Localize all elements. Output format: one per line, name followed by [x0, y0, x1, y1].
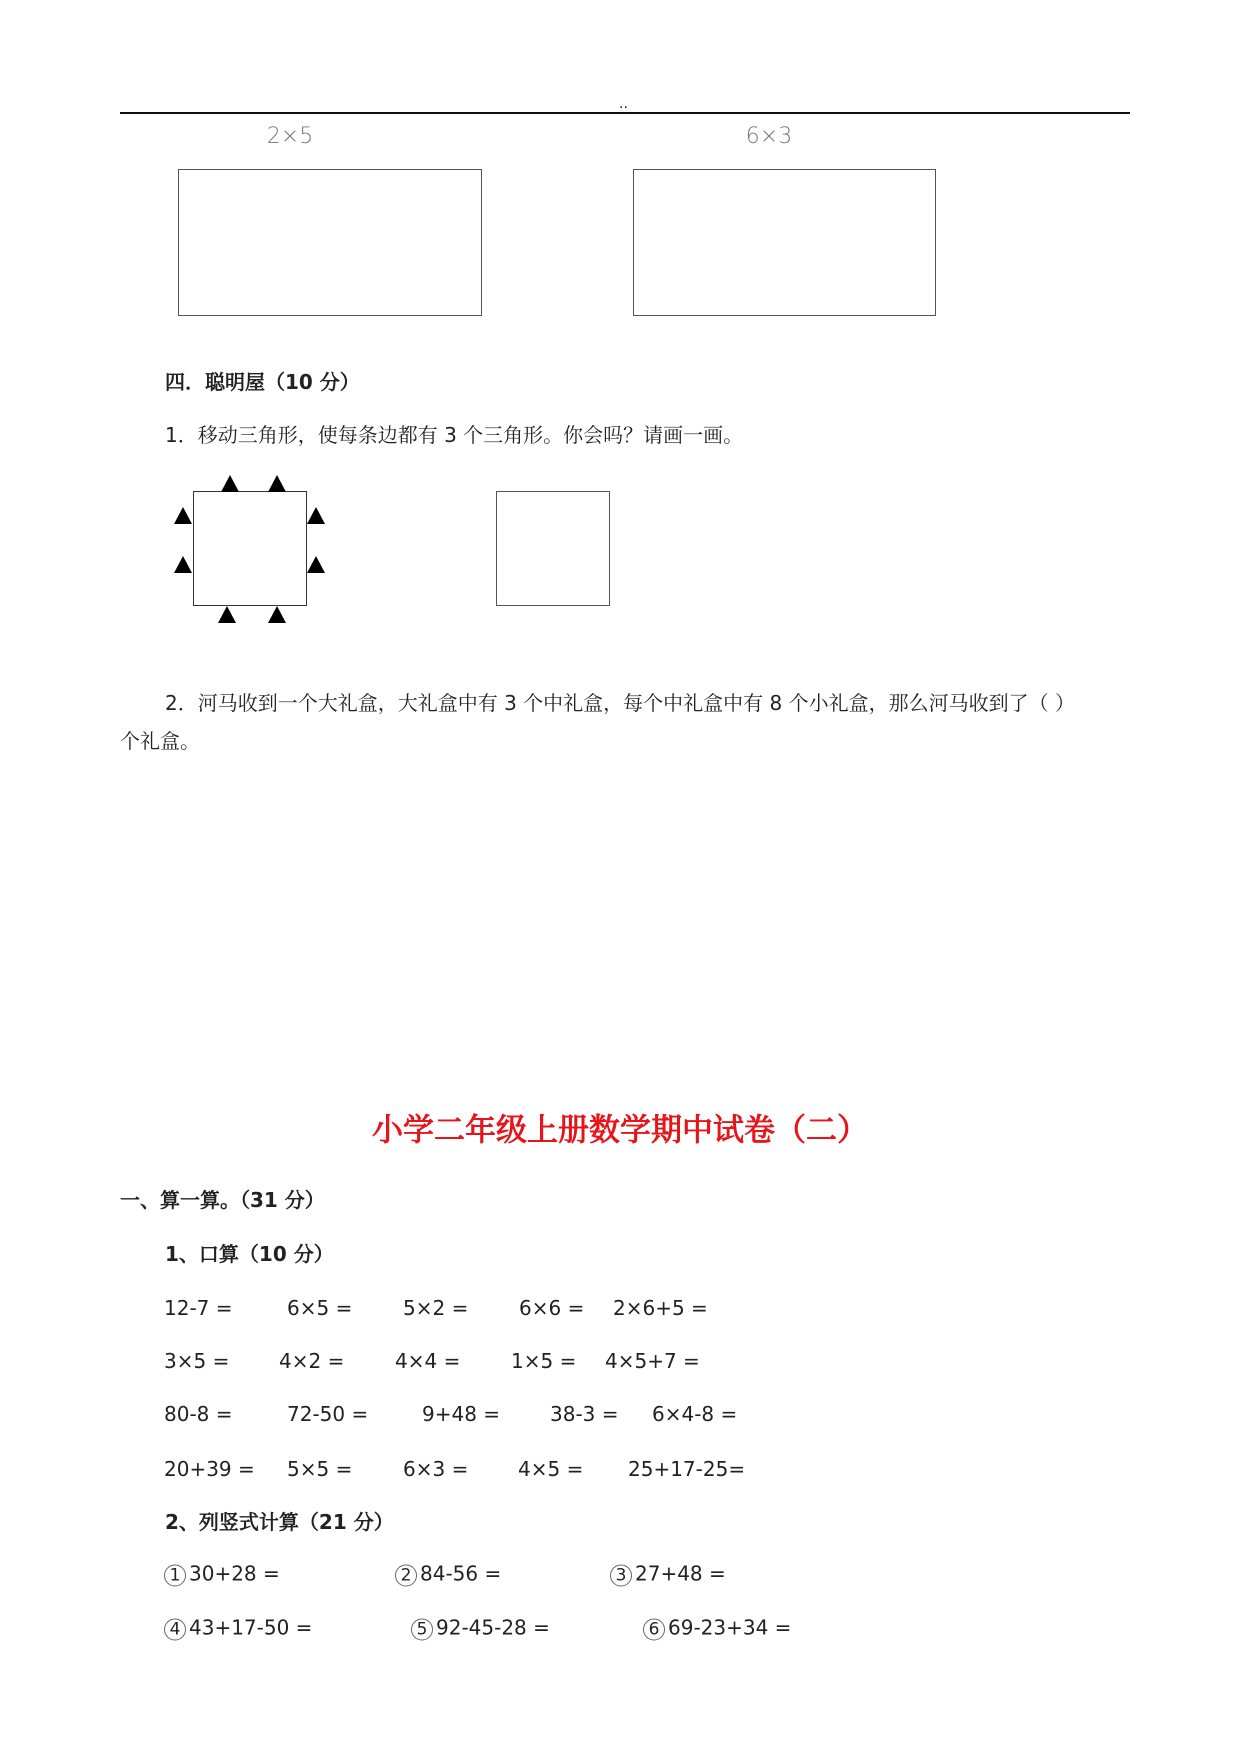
oral-item: 80-8 = — [164, 1402, 233, 1426]
triangle-icon — [218, 606, 236, 623]
circled-number: 4 — [164, 1619, 186, 1641]
circled-number: 2 — [395, 1565, 417, 1587]
circled-number: 5 — [411, 1619, 433, 1641]
triangle-icon — [307, 507, 325, 524]
header-mark: .. — [619, 96, 628, 112]
triangle-icon — [307, 556, 325, 573]
oral-item: 4×4 = — [395, 1349, 461, 1373]
oral-item: 25+17-25= — [628, 1457, 746, 1481]
triangle-icon — [221, 475, 239, 492]
rect-label-1: 2×5 — [266, 124, 314, 149]
vertical-expr: 84-56 = — [420, 1561, 502, 1586]
vertical-item — [164, 1561, 280, 1587]
oral-item: 3×5 = — [164, 1349, 230, 1373]
oral-item: 72-50 = — [287, 1402, 369, 1426]
vertical-item — [411, 1615, 550, 1641]
exam-title: 小学二年级上册数学期中试卷（二） — [372, 1112, 868, 1149]
oral-item: 9+48 = — [422, 1402, 501, 1426]
oral-item: 6×6 = — [519, 1296, 585, 1320]
oral-item: 12-7 = — [164, 1296, 233, 1320]
oral-item: 5×2 = — [403, 1296, 469, 1320]
oral-item: 6×5 = — [287, 1296, 353, 1320]
oral-item: 4×5 = — [518, 1457, 584, 1481]
empty-square — [496, 491, 610, 606]
oral-item: 38-3 = — [550, 1402, 619, 1426]
drawing-box-2 — [633, 169, 936, 316]
vertical-item — [395, 1561, 502, 1587]
oral-heading: 1、口算（10 分） — [165, 1242, 334, 1266]
oral-item: 6×4-8 = — [652, 1402, 738, 1426]
triangle-icon — [174, 556, 192, 573]
vertical-heading: 2、列竖式计算（21 分） — [165, 1510, 394, 1534]
oral-item: 20+39 = — [164, 1457, 255, 1481]
oral-item: 5×5 = — [287, 1457, 353, 1481]
circled-number: 6 — [643, 1619, 665, 1641]
vertical-expr: 27+48 = — [635, 1561, 726, 1586]
vertical-item — [643, 1615, 792, 1641]
oral-item: 1×5 = — [511, 1349, 577, 1373]
vertical-item — [164, 1615, 313, 1641]
triangle-icon — [268, 606, 286, 623]
oral-item: 2×6+5 = — [613, 1296, 708, 1320]
vertical-expr: 92-45-28 = — [436, 1615, 550, 1640]
vertical-expr: 30+28 = — [189, 1561, 280, 1586]
oral-item: 6×3 = — [403, 1457, 469, 1481]
oral-item: 4×5+7 = — [605, 1349, 700, 1373]
question-1: 1．移动三角形，使每条边都有 3 个三角形。你会吗？请画一画。 — [165, 423, 744, 447]
question-2-line-1: 2．河马收到一个大礼盒，大礼盒中有 3 个中礼盒，每个中礼盒中有 8 个小礼盒，那么河马收到了（ ） — [165, 691, 1075, 715]
triangle-icon — [174, 507, 192, 524]
triangle-icon — [268, 475, 286, 492]
vertical-item — [610, 1561, 726, 1587]
vertical-expr: 43+17-50 = — [189, 1615, 313, 1640]
circled-number: 1 — [164, 1565, 186, 1587]
rect-label-2: 6×3 — [745, 124, 793, 149]
question-2-line-2: 个礼盒。 — [120, 729, 200, 753]
part1-heading: 一、算一算。（31 分） — [120, 1188, 325, 1212]
header-rule — [120, 112, 1130, 114]
drawing-box-1 — [178, 169, 482, 316]
square-with-triangles — [193, 491, 307, 606]
oral-item: 4×2 = — [279, 1349, 345, 1373]
section4-heading: 四．聪明屋（10 分） — [165, 370, 360, 394]
vertical-expr: 69-23+34 = — [668, 1615, 792, 1640]
circled-number: 3 — [610, 1565, 632, 1587]
